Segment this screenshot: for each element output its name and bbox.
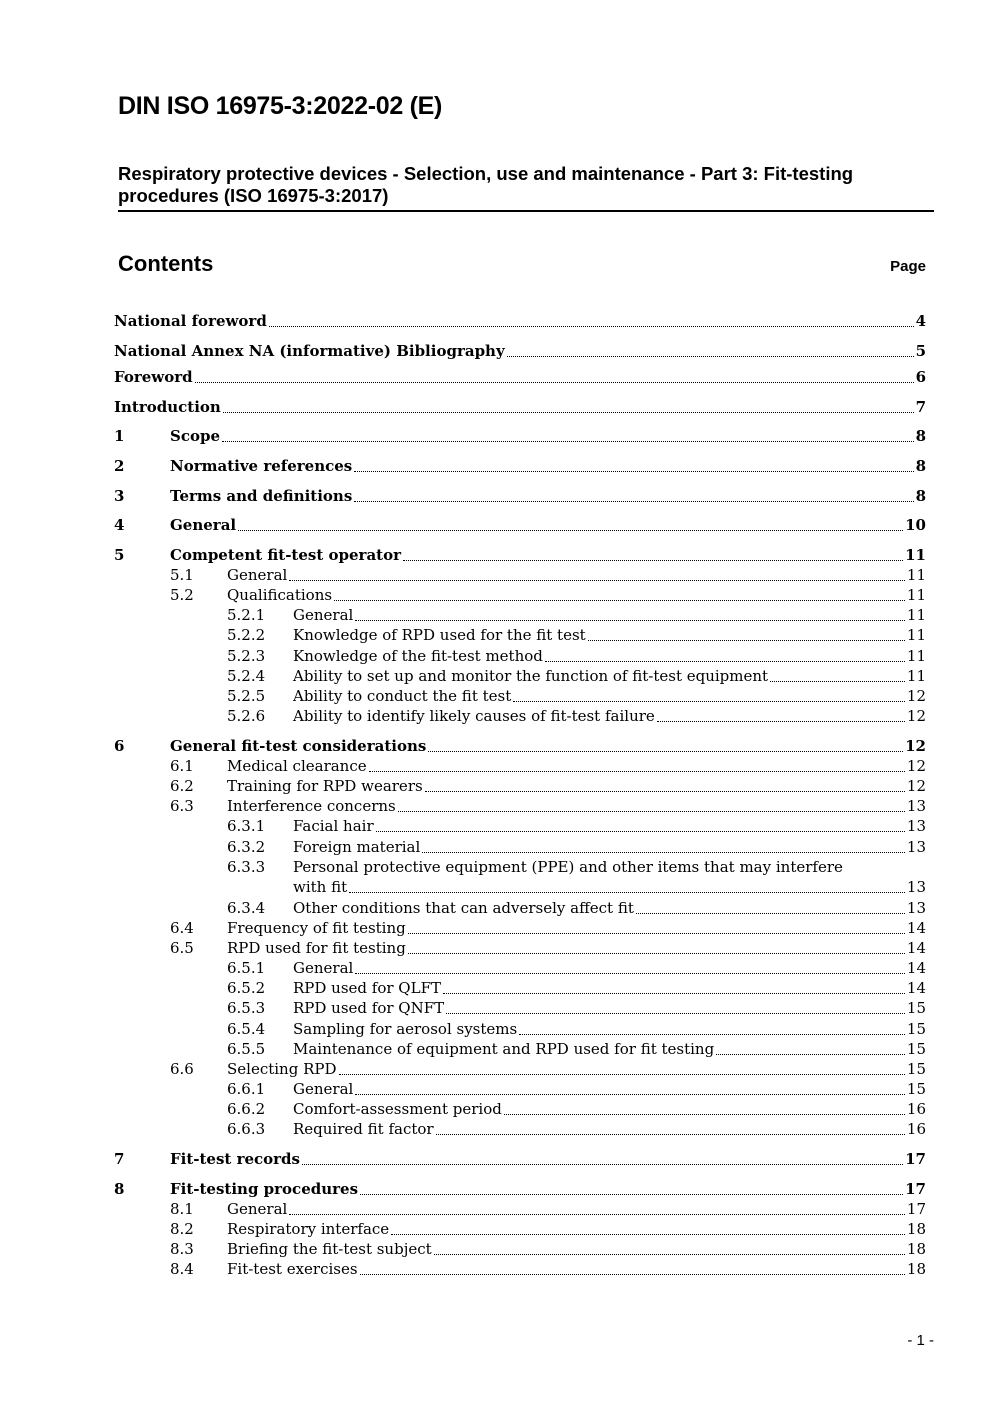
toc-entry-number: 5.2 [170,586,194,604]
toc-entry-page: 10 [905,516,926,534]
toc-entry-title-continuation: with fit [293,878,348,896]
toc-entry-number: 6.5.1 [227,959,266,977]
toc-entry[interactable] [0,686,926,706]
toc-entry-number: 6 [114,737,125,755]
toc-entry[interactable] [0,515,926,535]
toc-entry-page: 12 [905,737,926,755]
dot-leader [425,791,905,792]
toc-entry[interactable] [0,1239,926,1259]
toc-entry-title: RPD used for QNFT [293,999,445,1017]
toc-entry-number: 5 [114,546,125,564]
dot-leader [519,1034,905,1035]
toc-entry[interactable] [0,646,926,666]
toc-entry[interactable] [0,837,926,857]
toc-entry-number: 5.2.6 [227,707,266,725]
dot-leader [443,993,905,994]
toc-entry-page: 8 [915,487,926,505]
page-number: - 1 - [907,1332,934,1349]
dot-leader [289,580,905,581]
toc-entry-number: 5.2.3 [227,647,266,665]
toc-entry-title: Fit-test records [170,1150,300,1168]
toc-entry-page: 5 [915,342,926,360]
toc-entry-title: Foreign material [293,838,421,856]
toc-entry-title: Medical clearance [227,757,367,775]
toc-entry[interactable] [0,545,926,565]
toc-entry-page: 16 [906,1100,926,1118]
toc-entry-title: RPD used for QLFT [293,979,441,997]
dot-leader [376,831,905,832]
dot-leader [269,326,914,327]
toc-entry-page: 14 [906,979,926,997]
toc-entry-page: 11 [906,586,926,604]
toc-entry-number: 1 [114,427,125,445]
toc-entry-page: 15 [906,1060,926,1078]
toc-entry-page: 13 [906,817,926,835]
toc-entry-number: 6.3.4 [227,899,266,917]
toc-entry-title: Sampling for aerosol systems [293,1020,518,1038]
toc-entry-title: General [227,566,288,584]
dot-leader [408,953,905,954]
toc-entry-page: 6 [915,368,926,386]
toc-entry[interactable] [0,397,926,417]
toc-entry-number: 6.2 [170,777,194,795]
toc-entry-title: Maintenance of equipment and RPD used for fit testing [293,1040,715,1058]
toc-entry[interactable] [0,898,926,918]
dot-leader [355,973,905,974]
toc-entry-page: 11 [906,647,926,665]
toc-entry-page: 11 [906,667,926,685]
toc-entry-page: 14 [906,959,926,977]
toc-entry-number: 8.1 [170,1200,194,1218]
toc-entry-page: 15 [906,1080,926,1098]
toc-entry[interactable] [0,857,926,897]
toc-entry-number: 6.3.1 [227,817,266,835]
toc-entry-number: 8.3 [170,1240,194,1258]
dot-leader [422,852,905,853]
toc-entry-page: 7 [915,398,926,416]
toc-entry[interactable] [0,938,926,958]
toc-entry-title: National foreword [114,312,267,330]
dot-leader [355,620,905,621]
dot-leader [436,1134,905,1135]
toc-entry-number: 5.1 [170,566,194,584]
toc-entry-number: 6.6.3 [227,1120,266,1138]
toc-entry-page: 12 [906,757,926,775]
dot-leader [360,1274,905,1275]
toc-entry-number: 6.3.3 [227,858,266,876]
dot-leader [434,1254,905,1255]
toc-entry-title: Facial hair [293,817,374,835]
toc-entry-page: 8 [915,427,926,445]
toc-entry-number: 6.3.2 [227,838,266,856]
toc-entry-number: 6.5.4 [227,1020,266,1038]
toc-entry-number: 5.2.4 [227,667,266,685]
dot-leader [513,701,905,702]
toc-entry-number: 5.2.2 [227,626,266,644]
toc-entry-page: 17 [905,1150,926,1168]
dot-leader [716,1054,905,1055]
toc-entry-title: Briefing the fit-test subject [227,1240,432,1258]
toc-entry-number: 6.6.1 [227,1080,266,1098]
toc-entry-page: 15 [906,999,926,1017]
title-divider [118,210,934,212]
dot-leader [349,892,905,893]
dot-leader [507,356,914,357]
toc-entry[interactable] [0,311,926,331]
toc-entry-title: Knowledge of the fit-test method [293,647,543,665]
toc-entry[interactable] [0,756,926,776]
toc-entry-page: 14 [906,939,926,957]
toc-entry-title: General [293,1080,354,1098]
dot-leader [408,933,905,934]
dot-leader [339,1074,905,1075]
toc-entry[interactable] [0,625,926,645]
toc-entry-page: 8 [915,457,926,475]
dot-leader [770,681,905,682]
toc-entry[interactable] [0,706,926,726]
dot-leader [657,721,905,722]
toc-entry-title: General fit-test considerations [170,737,427,755]
toc-entry-number: 2 [114,457,125,475]
toc-entry[interactable] [0,1119,926,1139]
toc-entry-number: 6.5.3 [227,999,266,1017]
dot-leader [391,1234,905,1235]
toc-entry[interactable] [0,1059,926,1079]
toc-entry-page: 13 [906,899,926,917]
toc-entry[interactable] [0,367,926,387]
toc-entry-page: 12 [906,777,926,795]
toc-entry-title: Frequency of fit testing [227,919,406,937]
dot-leader [428,751,903,752]
toc-entry[interactable] [0,456,926,476]
toc-entry-page: 18 [906,1240,926,1258]
toc-entry-page: 17 [905,1180,926,1198]
toc-entry-title: Training for RPD wearers [227,777,423,795]
toc-entry-page: 17 [906,1200,926,1218]
toc-entry-title: Comfort-assessment period [293,1100,502,1118]
dot-leader [588,640,905,641]
toc-entry-page: 18 [906,1260,926,1278]
dot-leader [302,1164,903,1165]
toc-entry-page: 15 [906,1040,926,1058]
document-subtitle: Respiratory protective devices - Selection, use and maintenance - Part 3: Fit-testing procedures (ISO 16975-3:2017) [118,163,854,206]
toc-entry-page: 13 [906,878,926,896]
dot-leader [222,441,914,442]
toc-entry-number: 6.1 [170,757,194,775]
toc-entry[interactable] [0,1079,926,1099]
toc-entry-title: RPD used for fit testing [227,939,406,957]
contents-heading: Contents [118,251,214,276]
toc-entry-title: Respiratory interface [227,1220,390,1238]
toc-entry-page: 14 [906,919,926,937]
toc-entry[interactable] [0,816,926,836]
toc-entry-title: General [293,606,354,624]
toc-entry[interactable] [0,736,926,756]
toc-entry-page: 13 [906,797,926,815]
dot-leader [354,501,913,502]
toc-entry-number: 6.3 [170,797,194,815]
toc-entry-number: 6.5.2 [227,979,266,997]
toc-entry[interactable] [0,1259,926,1279]
toc-entry-title: General [293,959,354,977]
toc-entry-title: Ability to conduct the fit test [293,687,512,705]
toc-entry-number: 5.2.5 [227,687,266,705]
toc-entry[interactable] [0,1019,926,1039]
toc-entry-page: 13 [906,838,926,856]
toc-entry-number: 6.5.5 [227,1040,266,1058]
dot-leader [223,412,914,413]
dot-leader [238,530,903,531]
toc-entry-title: Scope [170,427,221,445]
dot-leader [446,1013,905,1014]
dot-leader [354,471,913,472]
toc-entry[interactable] [0,1149,926,1169]
toc-entry[interactable] [0,341,926,361]
toc-entry-title: Foreword [114,368,193,386]
toc-entry-page: 15 [906,1020,926,1038]
toc-entry-title: Other conditions that can adversely affect fit [293,899,634,917]
toc-entry-page: 16 [906,1120,926,1138]
dot-leader [636,913,905,914]
toc-entry-title: General [227,1200,288,1218]
toc-entry[interactable] [0,978,926,998]
toc-entry[interactable] [0,796,926,816]
toc-entry-page: 11 [905,546,926,564]
toc-entry-title: Qualifications [227,586,333,604]
dot-leader [403,560,903,561]
dot-leader [355,1094,905,1095]
toc-entry[interactable] [0,666,926,686]
toc-entry-number: 6.6 [170,1060,194,1078]
toc-entry[interactable] [0,776,926,796]
toc-entry-title: Required fit factor [293,1120,434,1138]
toc-entry[interactable] [0,918,926,938]
toc-entry-number: 5.2.1 [227,606,266,624]
dot-leader [398,811,905,812]
toc-entry-title: Fit-test exercises [227,1260,358,1278]
document-id: DIN ISO 16975-3:2022-02 (E) [118,92,443,120]
toc-entry-page: 18 [906,1220,926,1238]
toc-entry-title: Personal protective equipment (PPE) and other items that may interfere [293,858,843,876]
toc-entry[interactable] [0,1039,926,1059]
toc-entry-number: 8 [114,1180,125,1198]
dot-leader [360,1194,903,1195]
toc-entry-number: 8.4 [170,1260,194,1278]
toc-entry-title: Competent fit-test operator [170,546,401,564]
toc-entry-title: Ability to identify likely causes of fit-test failure [293,707,655,725]
toc-entry-title: Selecting RPD [227,1060,337,1078]
toc-entry-title: Normative references [170,457,353,475]
toc-entry-title: Terms and definitions [170,487,353,505]
toc-entry-page: 11 [906,606,926,624]
toc-entry[interactable] [0,486,926,506]
toc-entry[interactable] [0,1219,926,1239]
toc-entry[interactable] [0,958,926,978]
toc-entry-title: Knowledge of RPD used for the fit test [293,626,586,644]
toc-entry[interactable] [0,998,926,1018]
page-column-label: Page [890,258,926,275]
toc-entry-page: 11 [906,566,926,584]
toc-entry-number: 3 [114,487,125,505]
dot-leader [504,1114,905,1115]
toc-entry[interactable] [0,585,926,605]
toc-entry[interactable] [0,1199,926,1219]
toc-entry-page: 11 [906,626,926,644]
toc-entry-number: 6.4 [170,919,194,937]
toc-entry-page: 12 [906,687,926,705]
toc-entry[interactable] [0,565,926,585]
toc-entry-number: 4 [114,516,125,534]
toc-entry-number: 6.5 [170,939,194,957]
toc-entry-title: General [170,516,237,534]
dot-leader [369,771,905,772]
toc-entry-title: Ability to set up and monitor the function of fit-test equipment [293,667,769,685]
toc-entry[interactable] [0,426,926,446]
dot-leader [195,382,914,383]
toc-entry-number: 6.6.2 [227,1100,266,1118]
dot-leader [545,661,905,662]
dot-leader [334,600,905,601]
toc-entry-number: 8.2 [170,1220,194,1238]
toc-entry[interactable] [0,605,926,625]
dot-leader [289,1214,905,1215]
toc-entry-number: 7 [114,1150,125,1168]
toc-entry-title: Fit-testing procedures [170,1180,359,1198]
toc-entry-title: National Annex NA (informative) Bibliography [114,342,505,360]
toc-entry[interactable] [0,1179,926,1199]
toc-entry-page: 12 [906,707,926,725]
toc-entry-title: Interference concerns [227,797,396,815]
toc-entry-title: Introduction [114,398,221,416]
toc-entry-page: 4 [915,312,926,330]
toc-entry[interactable] [0,1099,926,1119]
